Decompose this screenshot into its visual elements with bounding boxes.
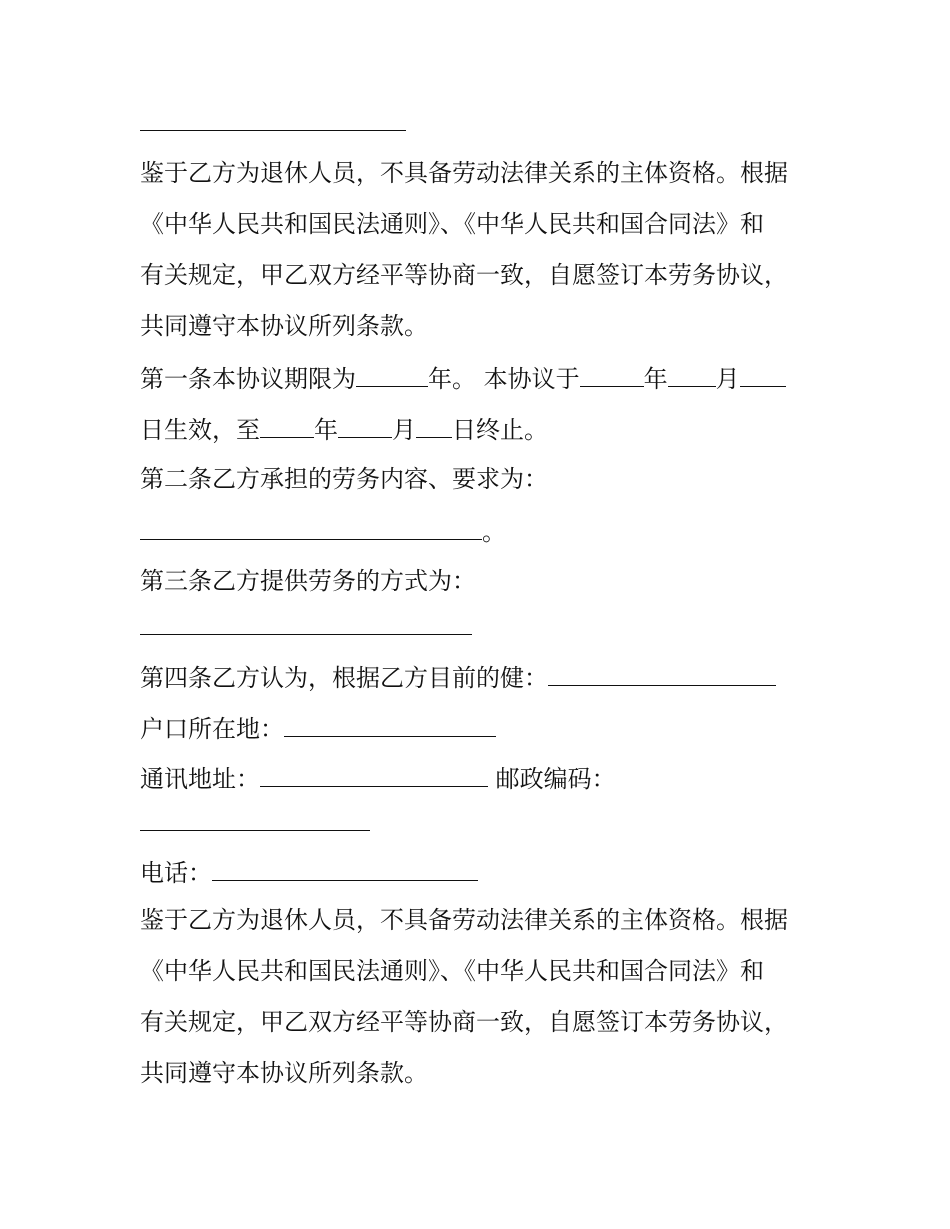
article-1-line-1 [140,362,786,392]
article-4-line [140,661,776,691]
phone-label: 电话： [140,859,212,887]
end-month-blank[interactable] [338,413,392,438]
article-3-blank-line [140,610,472,640]
article-3-heading: 第三条乙方提供劳务的方式为： [140,567,476,595]
article-2-heading: 第二条乙方承担的劳务内容、要求为： [140,465,548,493]
start-year-blank[interactable] [580,362,644,387]
household-blank[interactable] [284,712,496,737]
health-blank[interactable] [548,661,776,686]
article-1-effective-prefix: 本协议于 [483,365,580,393]
article-2-end-mark: 。 [482,518,506,546]
phone-blank[interactable] [212,856,478,881]
service-method-blank[interactable] [140,610,472,635]
start-month-blank[interactable] [668,362,716,387]
end-day-blank[interactable] [416,413,452,438]
intro2-line-2: 《中华人民共和国民法通则》、《中华人民共和国合同法》和 [140,957,764,985]
postcode-blank-line [140,806,370,836]
postcode-label: 邮政编码： [495,765,616,793]
intro2-line-1: 鉴于乙方为退休人员，不具备劳动法律关系的主体资格。根据 [140,906,788,934]
postcode-blank[interactable] [140,806,370,831]
address-line [140,762,616,792]
intro2-line-3: 有关规定，甲乙双方经平等协商一致，自愿签订本劳务协议， [140,1008,788,1036]
term-years-blank[interactable] [356,362,428,387]
end-month-label: 月 [392,416,416,444]
intro-line-3: 有关规定，甲乙双方经平等协商一致，自愿签订本劳务协议， [140,261,788,289]
intro2-line-4: 共同遵守本协议所列条款。 [140,1059,428,1087]
intro-line-2: 《中华人民共和国民法通则》、《中华人民共和国合同法》和 [140,210,764,238]
phone-line [140,856,478,886]
article-1-line-2 [140,413,548,443]
end-day-label: 日终止。 [452,416,548,444]
household-label: 户口所在地： [140,715,284,743]
article-1-day-effect: 日生效，至 [140,416,260,444]
household-line [140,712,496,742]
article-2-blank-line [140,515,506,545]
address-blank[interactable] [260,762,488,787]
article-1-prefix: 第一条本协议期限为 [140,365,356,393]
top-blank-line [140,106,406,136]
start-year-label: 年 [643,365,668,393]
intro-line-1: 鉴于乙方为退休人员，不具备劳动法律关系的主体资格。根据 [140,159,788,187]
intro-line-4: 共同遵守本协议所列条款。 [140,312,428,340]
article-1-year-unit: 年。 [428,365,476,393]
blank-field[interactable] [140,106,406,131]
service-content-blank[interactable] [140,515,482,540]
end-year-label: 年 [314,416,338,444]
article-4-text: 第四条乙方认为，根据乙方目前的健： [140,664,548,692]
address-label: 通讯地址： [140,765,260,793]
start-day-blank[interactable] [740,362,786,387]
end-year-blank[interactable] [260,413,314,438]
start-month-label: 月 [715,365,740,393]
